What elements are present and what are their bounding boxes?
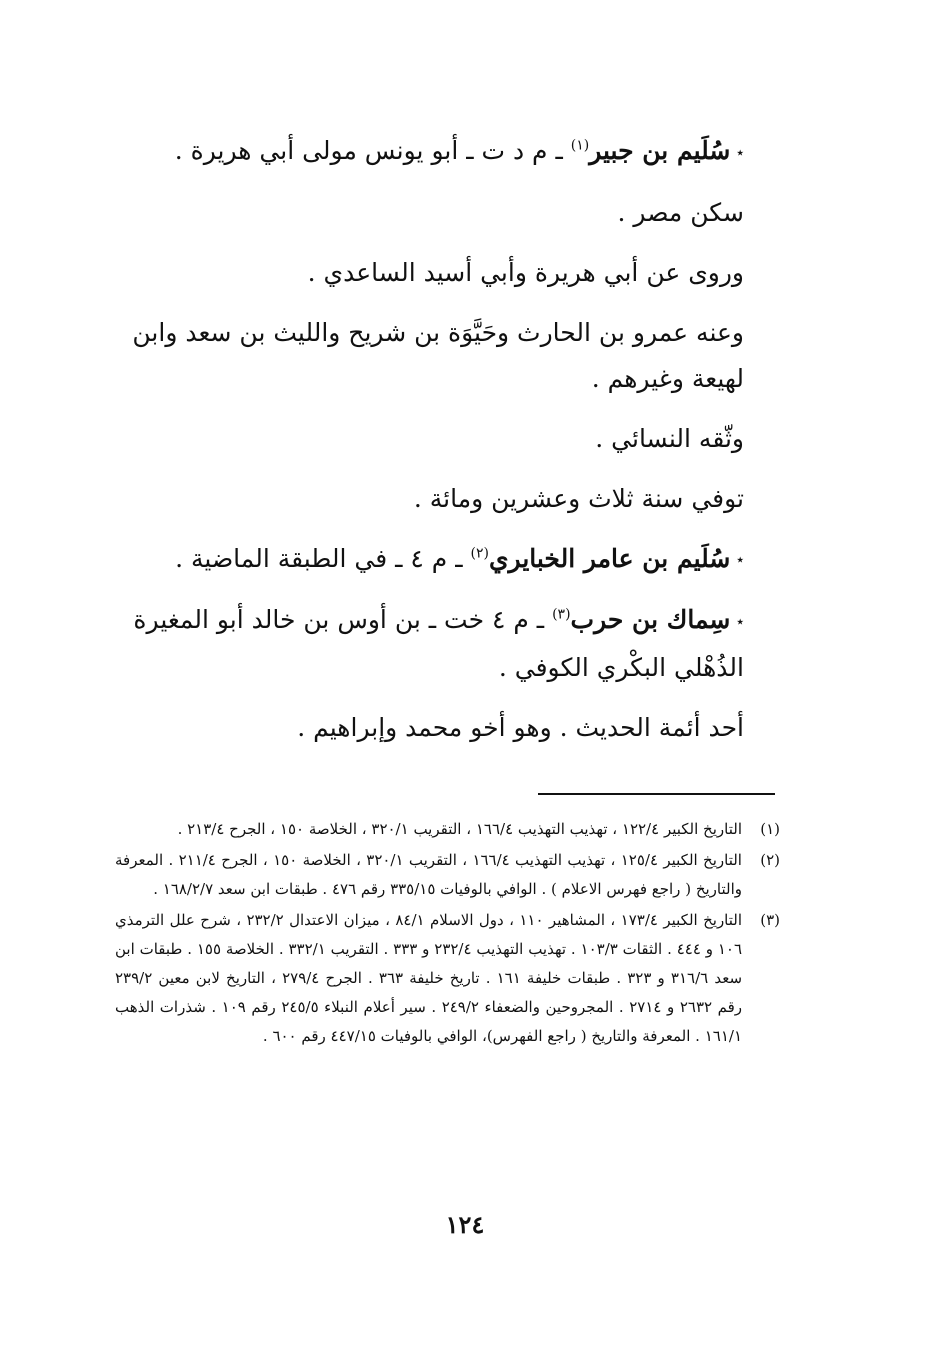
biography-entry-heading <box>110 597 780 691</box>
paragraph: سكن مصر . <box>617 197 744 227</box>
footnote-text: التاريخ الكبير ١٢٢/٤ ، تهذيب التهذيب ١٦٦/٤ ، التقريب ٣٢٠/١ ، الخلاصة ١٥٠ ، الجرح ٢١٣/٤ . <box>177 820 742 838</box>
footnotes <box>115 815 780 1053</box>
footnote <box>115 846 780 904</box>
footnote-reference: (٢) <box>470 545 489 562</box>
footnote-number: (١) <box>760 820 780 838</box>
entry-bullet-mark: ٭ <box>736 144 744 161</box>
narrator-name: سُلَيم بن عامر الخبايري <box>488 543 731 573</box>
body-text <box>110 128 780 765</box>
entry-bullet-mark: ٭ <box>736 552 744 568</box>
entry-details: ـ م د ت ـ أبو يونس مولى أبي هريرة . <box>174 136 571 165</box>
entry-bullet-mark: ٭ <box>736 613 744 630</box>
footnote-text: التاريخ الكبير ١٢٥/٤ ، تهذيب التهذيب ١٦٦/٤ ، التقريب ٣٢٠/١ ، الخلاصة ١٥٠ ، الجرح ٢١١/٤ . المعرفة والتاريخ ( راجع فهرس الاعلام ) . الوافي بالوفيات ٣٣٥/١٥ رقم ٤٧٦ . طبقات ابن سعد ١٦٨/٢/٧ . <box>115 851 742 898</box>
entry-details: ـ م ٤ خت ـ بن أوس بن خالد أبو المغيرة الذُهْلي البكْري الكوفي . <box>133 605 744 682</box>
footnote-reference: (٣) <box>552 606 571 623</box>
paragraph: توفي سنة ثلاث وعشرين ومائة . <box>413 483 744 513</box>
paragraph: وثّقه النسائي . <box>595 423 744 453</box>
footnote-number: (٣) <box>760 911 780 929</box>
footnote-reference: (١) <box>570 137 590 154</box>
footnote-text: التاريخ الكبير ١٧٣/٤ ، المشاهير ١١٠ ، دول الاسلام ٨٤/١ ، ميزان الاعتدال ٢٣٢/٢ ، شرح علل الترمذي ١٠٦ و ٤٤٤ . الثقات ١٠٣/٣ . تهذيب التهذيب ٢٣٢/٤ و ٣٣٣ . التقريب ٣٣٢/١ . الخلاصة ١٥٥ . طبقات ابن سعد ٣١٦/٦ و ٣٢٣ . طبقات خليفة ١٦١ . تاريخ خليفة ٣٦٣ . الجرح ٢٧٩/٤ ، التاريخ لابن معين ٢٣٩/٢ رقم ٢٦٣٢ و ٢٧١٤ . المجروحين والضعفاء ٢٤٩/٢ . سير أعلام النبلاء ٢٤٥/٥ رقم ١٠٩ . شذرات الذهب ١٦١/١ . المعرفة والتاريخ ( راجع الفهرس)، الوافي بالوفيات ٤٤٧/١٥ رقم ٦٠٠ . <box>115 911 743 1045</box>
biography-entry-heading <box>110 128 780 176</box>
biography-entry-heading <box>110 536 780 584</box>
narrator-name: سِماك بن حرب <box>570 605 731 634</box>
page-number: ١٢٤ <box>445 1210 485 1239</box>
narrator-name: سُلَيم بن جبير <box>589 136 731 165</box>
footnote <box>115 815 780 844</box>
footnote <box>115 906 780 1051</box>
footnote-divider <box>538 793 775 795</box>
paragraph: وروى عن أبي هريرة وأبي أسيد الساعدي . <box>307 257 744 287</box>
paragraph: أحد أئمة الحديث . وهو أخو محمد وإبراهيم . <box>297 712 744 742</box>
entry-details: ـ م ٤ ـ في الطبقة الماضية . <box>175 543 471 573</box>
footnote-number: (٢) <box>760 851 780 869</box>
paragraph: وعنه عمرو بن الحارث وحَيَّوَة بن شريح والليث بن سعد وابن لهيعة وغيرهم . <box>132 317 744 393</box>
